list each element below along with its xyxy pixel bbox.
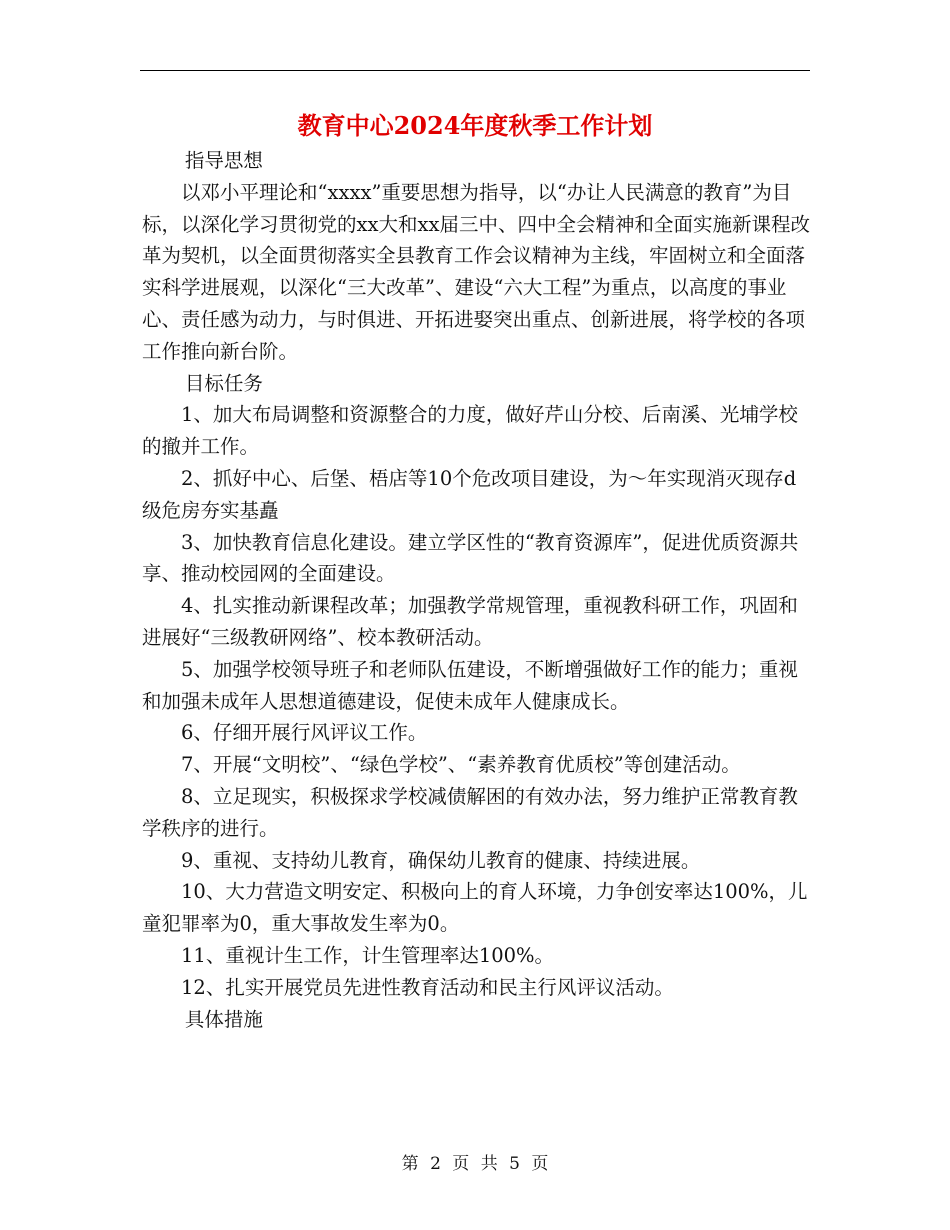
section-heading: 指导思想	[184, 149, 263, 172]
header-rule	[140, 70, 810, 71]
body-paragraph: 2、抓好中心、后堡、梧店等10个危改项目建设，为～年实现消灭现存d级危房夯实基矗	[142, 466, 797, 522]
body-paragraph: 4、扎实推动新课程改革；加强教学常规管理，重视教科研工作，巩固和进展好“三级教研网络”、校本教研活动。	[142, 594, 798, 649]
body-paragraph: 6、仔细开展行风评议工作。	[181, 721, 428, 745]
body-paragraph: 3、加快教育信息化建设。建立学区性的“教育资源库”，促进优质资源共享、推动校园网的全面建设。	[142, 530, 799, 586]
section-heading: 具体措施	[184, 1007, 263, 1031]
body-paragraph: 12、扎实开展党员先进性教育活动和民主行风评议活动。	[181, 975, 674, 999]
section-heading: 目标任务	[184, 371, 263, 395]
document-body	[142, 145, 810, 1035]
body-paragraph: 11、重视计生工作，计生管理率达100%。	[181, 943, 555, 967]
page-number: 第 2 页 共 5 页	[401, 1154, 549, 1174]
body-paragraph: 8、立足现实，积极探求学校减债解困的有效办法，努力维护正常教育教学秩序的进行。	[142, 784, 798, 840]
body-paragraph: 1、加大布局调整和资源整合的力度，做好芹山分校、后南溪、光埔学校的撤并工作。	[142, 403, 798, 459]
body-paragraph: 10、大力营造文明安定、积极向上的育人环境，力争创安率达100%，儿童犯罪率为0，重大事故发生率为0。	[142, 880, 808, 936]
body-paragraph: 7、开展“文明校”、“绿色学校”、“素养教育优质校”等创建活动。	[181, 753, 741, 777]
body-paragraph: 5、加强学校领导班子和老师队伍建设，不断增强做好工作的能力；重视和加强未成年人思想道德建设，促使未成年人健康成长。	[142, 657, 798, 713]
body-paragraph: 以邓小平理论和“xxxx”重要思想为指导，以“办让人民满意的教育”为目标，以深化学习贯彻党的xx大和xx届三中、四中全会精神和全面实施新课程改革为契机，以全面贯彻落实全县教育工作会议精神为主线，牢固树立和全面落实科学进展观，以深化“三大改革”、建设“六大工程”为重点，以高度的事业心、责任感为动力，与时俱进、开拓进娶突出重点、创新进展，将学校的各项工作推向新台阶。	[142, 180, 810, 363]
document-title: 教育中心2024年度秋季工作计划	[297, 111, 653, 140]
body-paragraph: 9、重视、支持幼儿教育，确保幼儿教育的健康、持续进展。	[181, 848, 701, 872]
